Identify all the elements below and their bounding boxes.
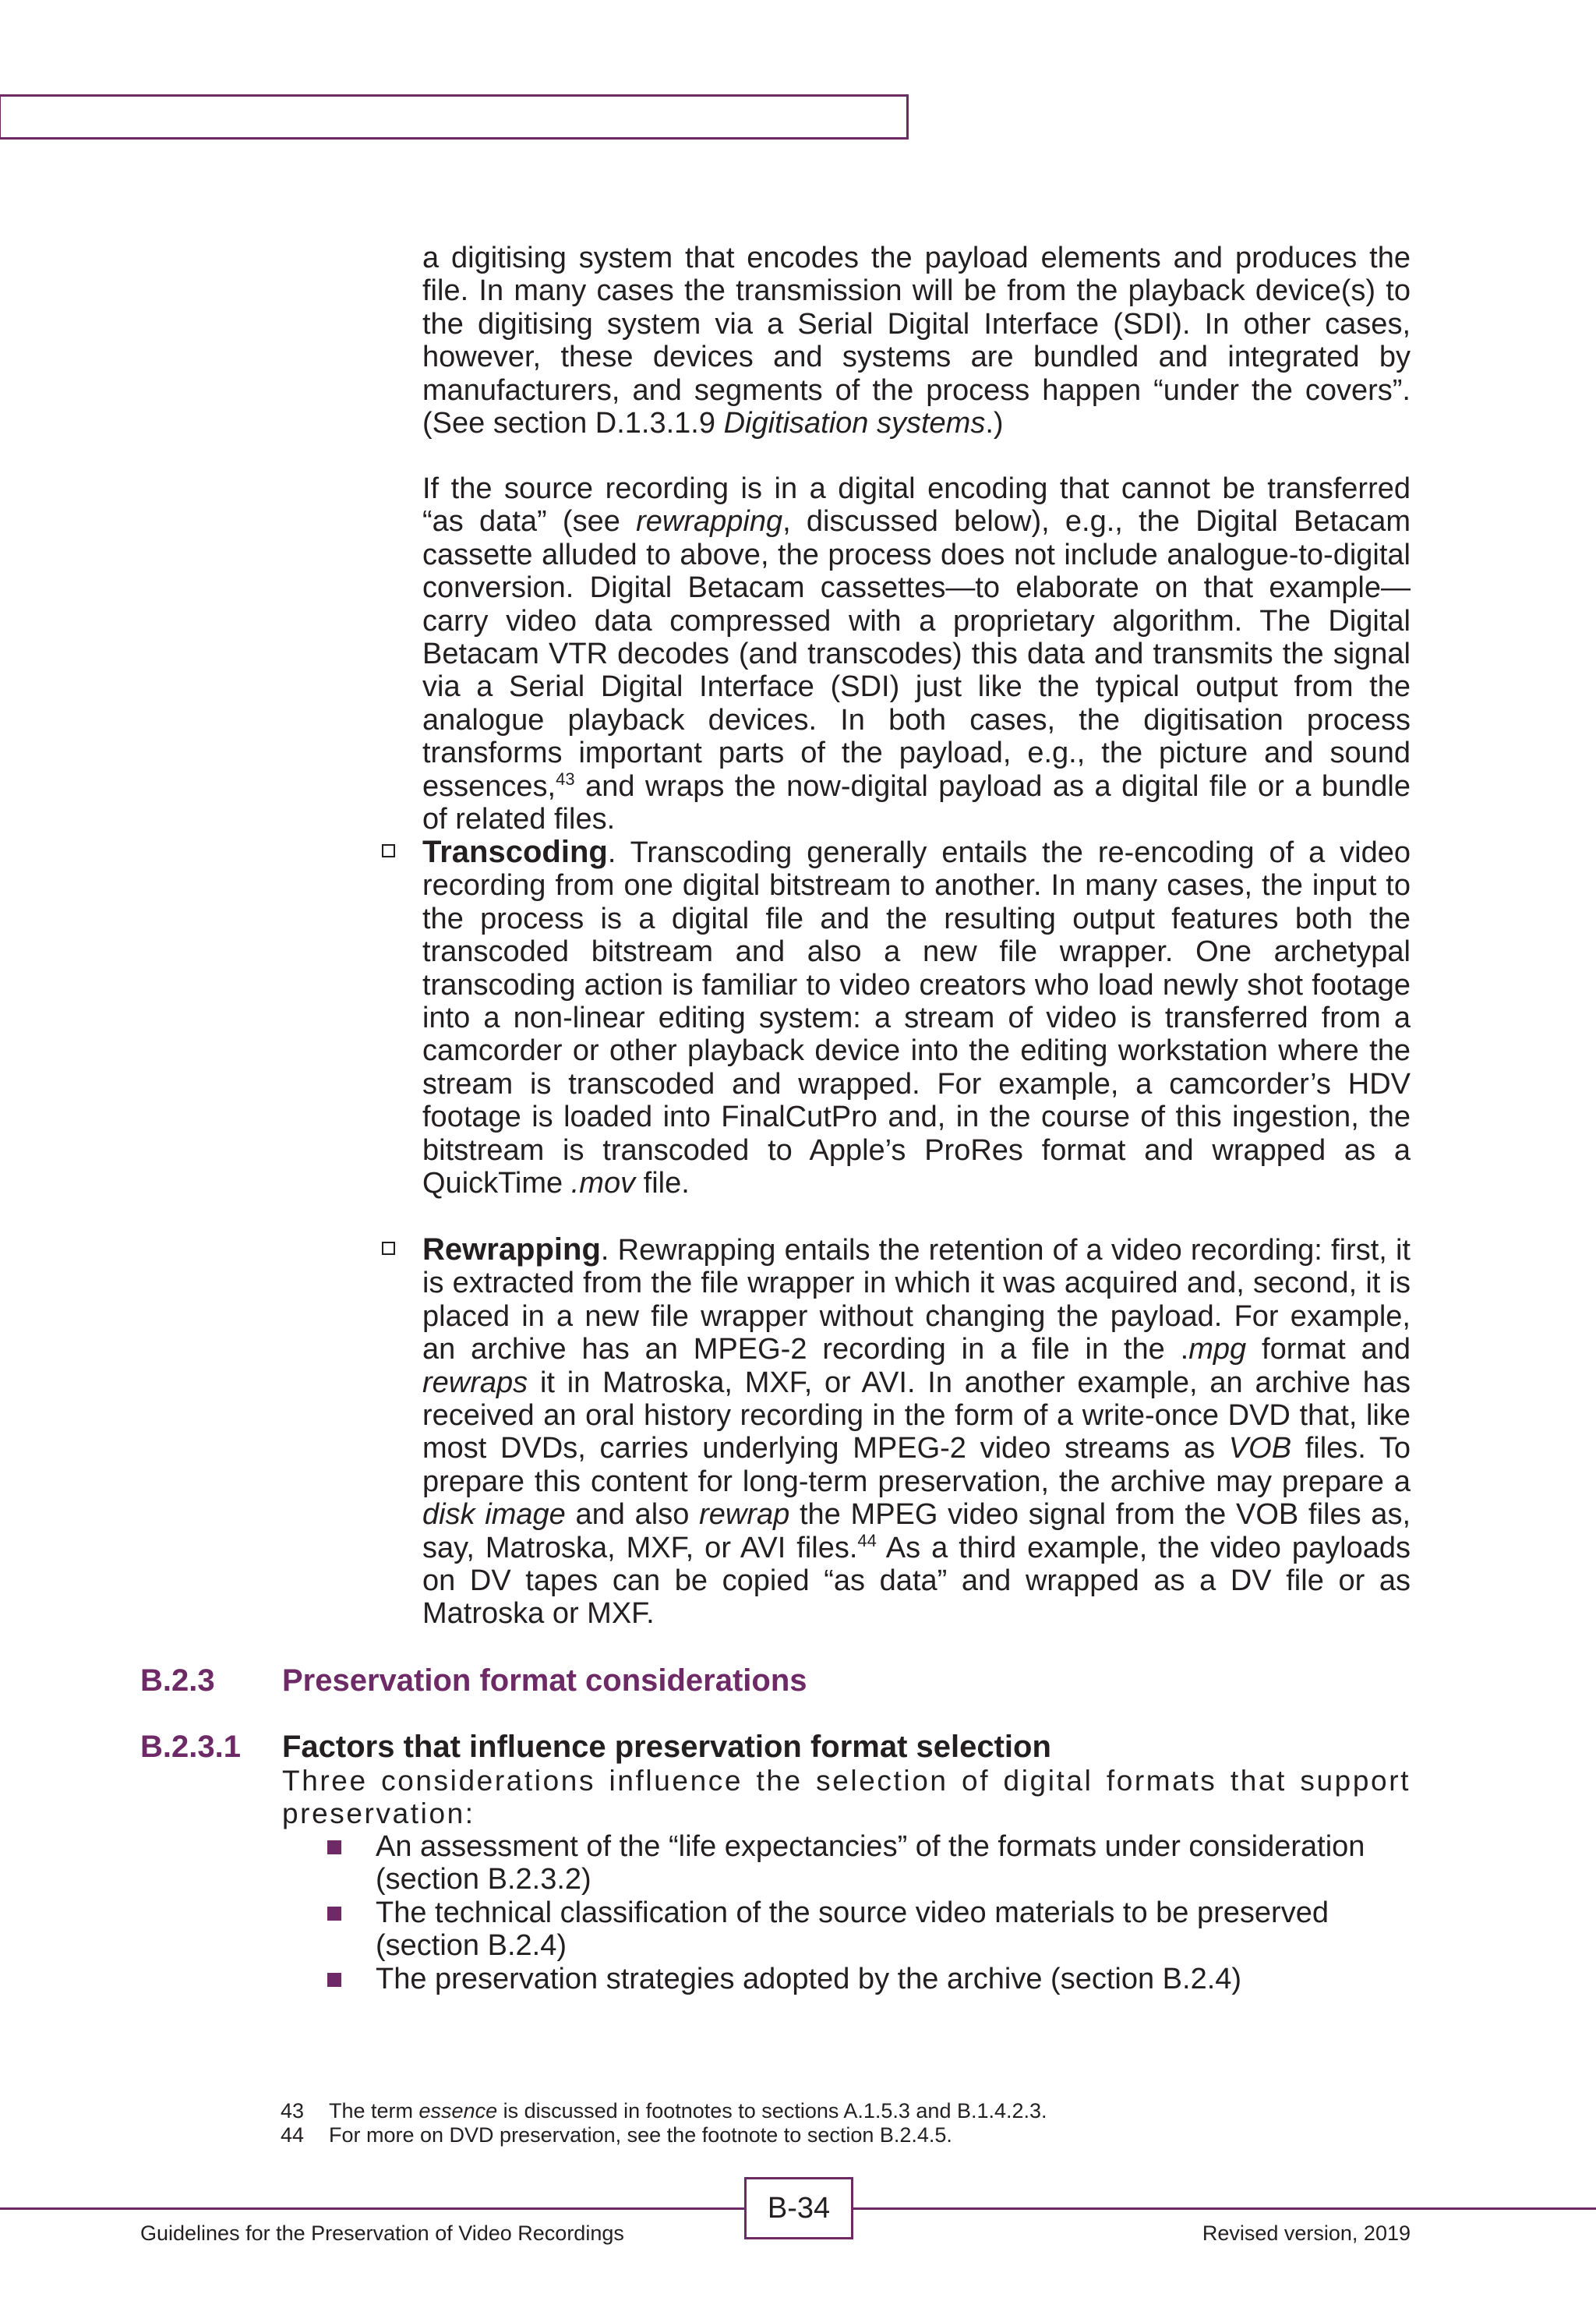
section-number: B.2.3	[140, 1663, 215, 1698]
considerations-list	[327, 1830, 1372, 1995]
term-rewrapping: Rewrapping	[422, 1232, 601, 1267]
list-item-rewrapping	[382, 1233, 1411, 1631]
transcoding-text: Transcoding. Transcoding generally entails the re-encoding of a video recording from one digital bitstream to another. In many cases, the input to the process is a digital file and the resulting output features both the transcoded bitstream and also a new file wrapper. One archetypal transcoding action is familiar to video creators who load newly shot footage into a non-linear editing system: a stream of video is transferred from a camcorder or other playback device into the editing workstation where the stream is transcoded and wrapped. For example, a camcorder’s HDV footage is loaded into FinalCutPro and, in the course of this ingestion, the bitstream is transcoded to Apple’s ProRes format and wrapped as a QuickTime .mov file.	[422, 835, 1411, 1200]
footnotes	[281, 2099, 1047, 2147]
section-heading-b231	[140, 1729, 1051, 1765]
footnote-44: 44 For more on DVD preservation, see the footnote to section B.2.4.5.	[281, 2123, 952, 2147]
section-number: B.2.3.1	[140, 1730, 241, 1764]
footnote-ref-44[interactable]: 44	[857, 1530, 877, 1550]
paragraph-digitising-system: a digitising system that encodes the payload elements and produces the file. In many cases the transmission will be from the playback device(s) to the digitising system via a Serial Digital Interface (SDI). In other cases, however, these devices and systems are bundled and integrated by manufacturers, and segments of the process happen “under the covers”. (See section D.1.3.1.9 Digitisation systems.)	[422, 242, 1411, 440]
list-item: The technical classification of the source video materials to be preserved (section B.2.4)	[327, 1896, 1372, 1963]
page-number: B-34	[744, 2177, 853, 2239]
section-title: Factors that influence preservation format selection	[282, 1730, 1051, 1764]
header-rule-box	[0, 94, 909, 140]
filled-square-bullet-icon	[327, 1973, 341, 1987]
term-transcoding: Transcoding	[422, 835, 608, 869]
footer-document-title: Guidelines for the Preservation of Video Recordings	[140, 2221, 624, 2245]
footer-revision: Revised version, 2019	[1202, 2221, 1411, 2245]
footer-rule-right	[853, 2207, 1596, 2210]
hollow-square-bullet-icon	[382, 1242, 395, 1255]
rewrapping-text: Rewrapping. Rewrapping entails the retention of a video recording: first, it is extracted from the file wrapper in which it was acquired and, second, it is placed in a new file wrapper without changing the payload. For example, an archive has an MPEG-2 recording in a file in the .mpg format and rewraps it in Matroska, MXF, or AVI. In another example, an archive has received an oral history recording in the form of a write-once DVD that, like most DVDs, carries underlying MPEG-2 video streams as VOB files. To prepare this content for long-term preservation, the archive may prepare a disk image and also rewrap the MPEG video signal from the VOB files as, say, Matroska, MXF, or AVI files.$^{44}$ As a third example, the video payloads on DV tapes can be copied “as data” and wrapped as a DV file or as Matroska or MXF.	[422, 1232, 1411, 1631]
list-item: The preservation strategies adopted by the archive (section B.2.4)	[327, 1963, 1372, 1995]
paragraph-source-recording: If the source recording is in a digital encoding that cannot be transferred “as data” (see rewrapping, discussed below), e.g., the Digital Betacam cassette alluded to above, the process does not include analogue-to-digital conversion. Digital Betacam cassettes—to elaborate on that example—carry video data compressed with a proprietary algorithm. The Digital Betacam VTR decodes (and transcodes) this data and transmits the signal via a Serial Digital Interface (SDI) just like the typical output from the analogue playback devices. In both cases, the digitisation process transforms important parts of the payload, e.g., the picture and sound essences,$^{43}$ and wraps the now-digital payload as a digital file or a bundle of related files.	[422, 472, 1411, 836]
hollow-square-bullet-icon	[382, 844, 395, 857]
list-item-transcoding	[382, 836, 1411, 1200]
filled-square-bullet-icon	[327, 1840, 341, 1854]
filled-square-bullet-icon	[327, 1907, 341, 1921]
section-title: Preservation format considerations	[282, 1663, 807, 1698]
section-intro: Three considerations influence the selection of digital formats that support preservation:	[282, 1765, 1411, 1829]
list-item: An assessment of the “life expectancies” of the formats under consideration (section B.2.3.2)	[327, 1830, 1372, 1896]
footnote-43: 43 The term essence is discussed in footnotes to sections A.1.5.3 and B.1.4.2.3.	[281, 2099, 1047, 2123]
footnote-ref-43[interactable]: 43	[556, 769, 575, 789]
section-heading-b23	[140, 1663, 807, 1698]
italic-ref-digitisation-systems: Digitisation systems	[723, 407, 986, 440]
footer-rule-left	[0, 2207, 744, 2210]
